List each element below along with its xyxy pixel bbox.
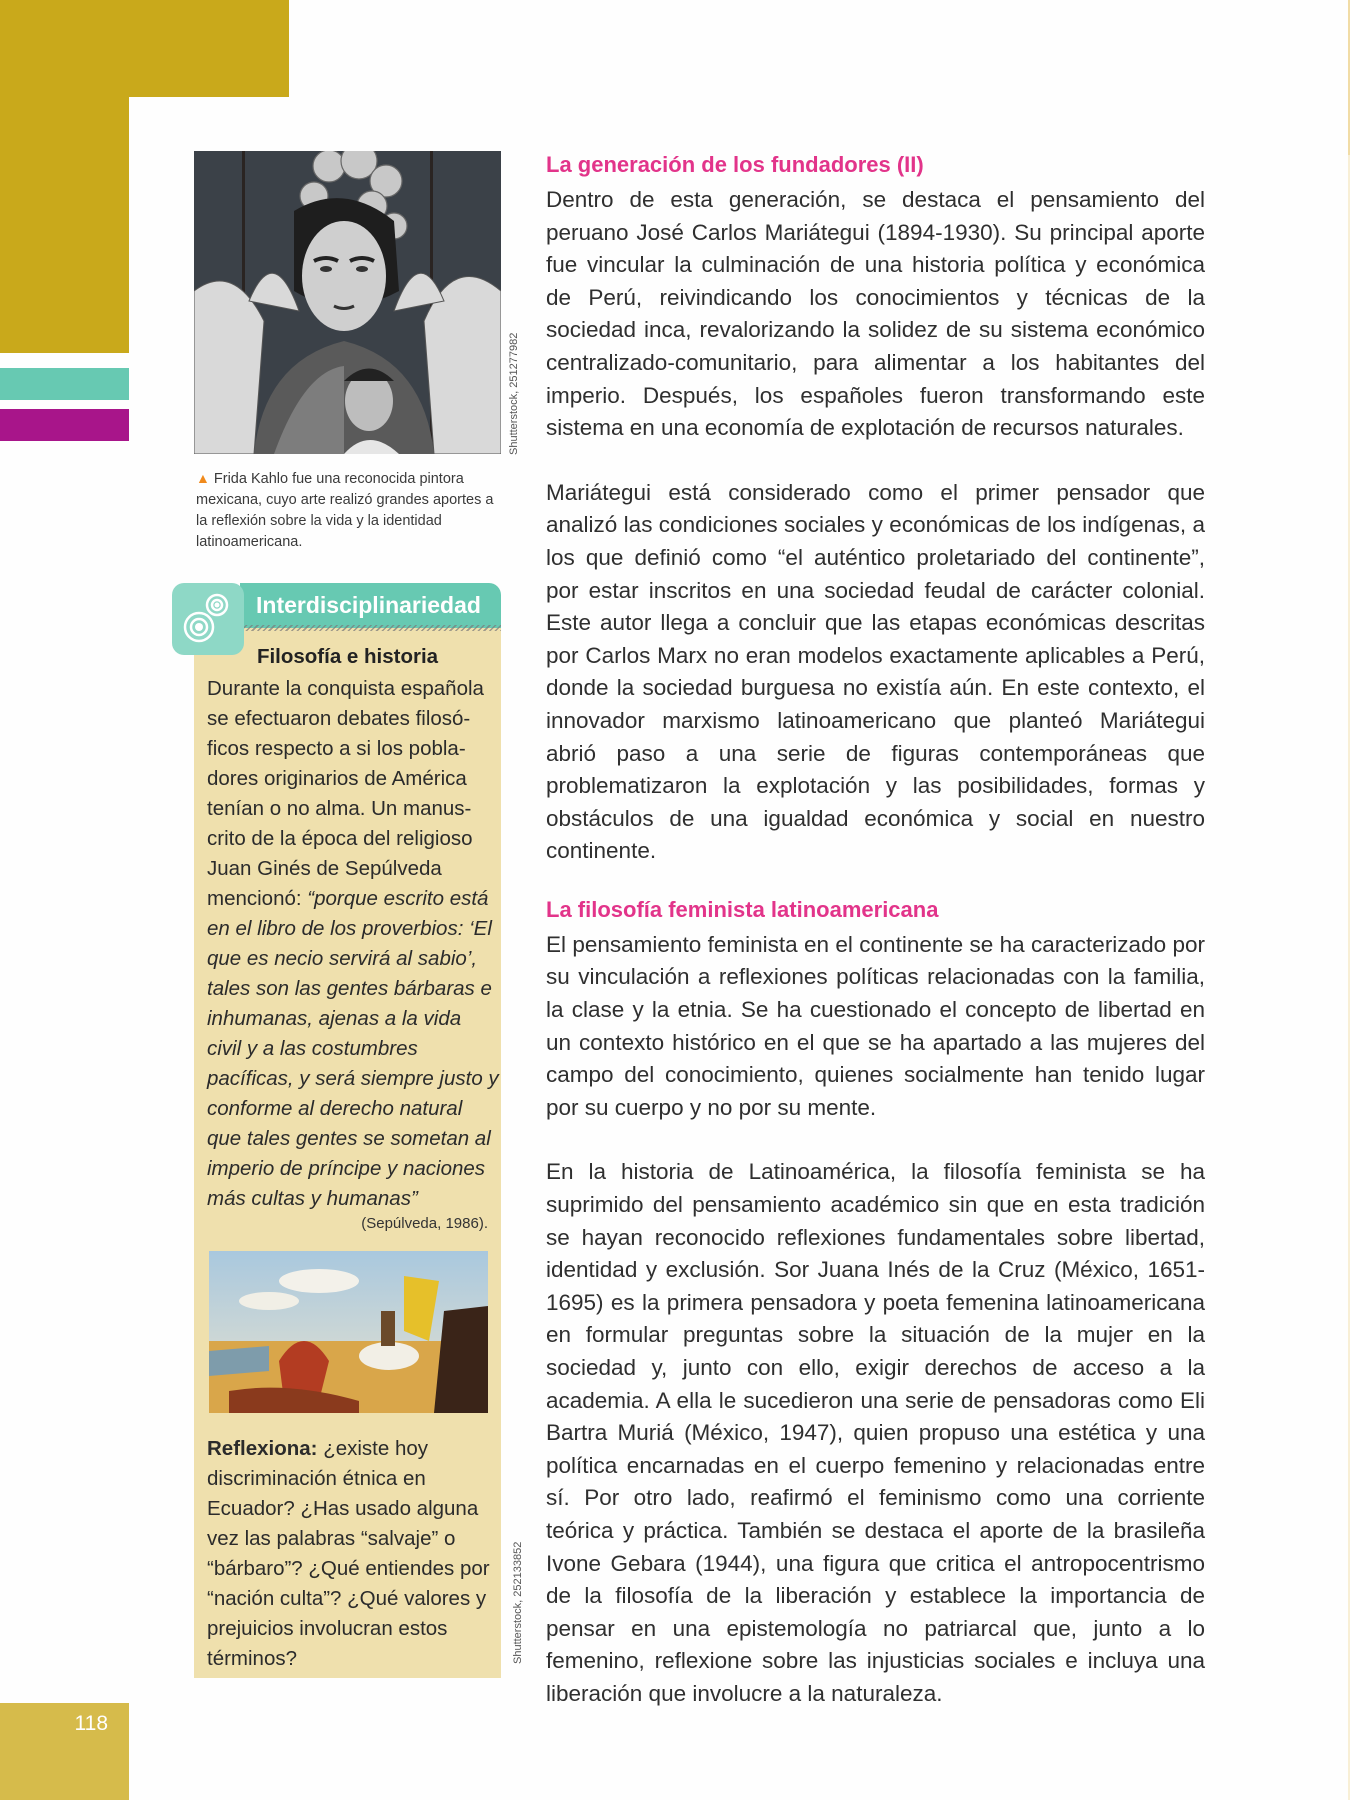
figure-caption [196,468,496,553]
reflection-label: Reflexiona: [207,1437,318,1460]
decorative-band-top [0,0,289,97]
decorative-stripe-magenta [0,409,129,441]
conquest-painting-illustration [209,1251,488,1413]
photo-credit-frida: Shutterstock, 251277982 [508,332,520,455]
photo-credit-conquest: Shutterstock, 252133852 [512,1541,524,1664]
section-heading-feminista: La filosofía feminista latinoamericana [546,896,939,922]
triangle-icon: ▲ [196,470,210,486]
box-body-quote: “porque escrito está en el libro de los proverbios: ‘El que es necio servirá al sabio’, tales son las gentes bárbaras e inhumanas, ajenas a la vida civil y a las costumbres pacíficas, y será siempre justo y conforme al derecho natural que tales gentes se sometan al imperio de príncipe y naciones más cultas y humanas” [207,887,499,1210]
frida-kahlo-photo [194,151,501,454]
box-body-intro: Durante la conquista española se efectuaron debates filosó-ficos respecto a si los pobla-dores originarios de América tenían o no alma. Un manus-crito de la época del religioso Juan Ginés de Sepúlveda mencionó: [207,677,484,910]
caption-text: Frida Kahlo fue una reconocida pintora mexicana, cuyo arte realizó grandes aportes a la reflexión sobre la vida y la identidad latinoamericana. [196,471,494,550]
paragraph: En la historia de Latinoamérica, la filosofía feminista se ha suprimido del pensamiento académico sin que en esta tradición se hayan reconocido reflexiones fundamentales sobre libertad, identidad y exclusión. Sor Juana Inés de la Cruz (México, 1651-1695) es la primera pensadora y poeta femenina latinoamericana en formular preguntas sobre la situación de la mujer en la sociedad y, junto con ello, exigir derechos de acceso a la academia. A ella le sucedieron una serie de pensadoras como Eli Bartra Muriá (México, 1947), quien propuso una estética y una política encarnadas en el cuerpo femenino y relacionadas entre sí. Por otro lado, reafirmó el feminismo como una corriente teórica y práctica. También se destaca el aporte de la brasileña Ivone Gebara (1944), una figura que critica el antropocentrismo de la filosofía de la liberación y establece la importancia de pensar en una epistemología no patriarcal que, junto a lo femenino, reflexione sobre las injusticias sociales e incluya una liberación que involucre a la naturaleza. [546,1159,1205,1706]
paragraph: Dentro de esta generación, se destaca el pensamiento del peruano José Carlos Mariátegui (1894-1930). Su principal aporte fue vincular la culminación de una historia política y económica de Perú, reivindicando los conocimientos y técnicas de la sociedad inca, revalorizando la solidez de su sistema económico centralizado-comunitario, para alimentar a los habitantes del imperio. Después, los españoles fueron transformando este sistema en una economía de explotación de recursos naturales. [546,187,1205,441]
paragraph: Mariátegui está considerado como el primer pensador que analizó las condiciones sociales y económicas de los indígenas, a los que definió como “el auténtico proletariado del continente”, por estar inscritos en una sociedad feudal de carácter colonial. Este autor llega a concluir que las etapas económicas descritas por Carlos Marx no eran modelos exactamente aplicables a Perú, donde la sociedad burguesa no existía aún. En este contexto, el innovador marxismo latinoamericano que planteó Mariátegui abrió paso a una serie de figuras contemporáneas que problematizaron la explotación y las posibilidades, formas y obstáculos de una igualdad económica y social en nuestro continente. [546,479,1205,864]
page-number: 118 [74,1712,108,1735]
reflection-text: ¿existe hoy discriminación étnica en Ecuador? ¿Has usado alguna vez las palabras “salvaje” o “bárbaro”? ¿Qué entiendes por “nación culta”? ¿Qué valores y prejuicios involucran estos términos? [207,1437,490,1670]
frida-mural-illustration [194,151,501,454]
box-header-hatch [240,625,501,631]
paragraph: El pensamiento feminista en el continente se ha caracterizado por su vinculación a reflexiones políticas relacionadas con la familia, la clase y la etnia. Se ha cuestionado el concepto de libertad en un contexto histórico en el que se ha apartado a las mujeres del campo del conocimiento, quienes socialmente han tenido lugar por su cuerpo y no por su mente. [546,931,1205,1120]
box-subtitle: Filosofía e historia [256,645,439,668]
box-title: Interdisciplinariedad [256,592,481,618]
box-body [207,674,499,1214]
box-citation: (Sepúlveda, 1986). [361,1215,488,1232]
main-column [546,148,1205,1711]
decorative-band-left [0,97,129,353]
section-heading-fundadores: La generación de los fundadores (II) [546,152,924,177]
conquest-painting [209,1251,488,1413]
decorative-stripe-teal [0,368,129,400]
reflection-prompt [207,1434,499,1674]
